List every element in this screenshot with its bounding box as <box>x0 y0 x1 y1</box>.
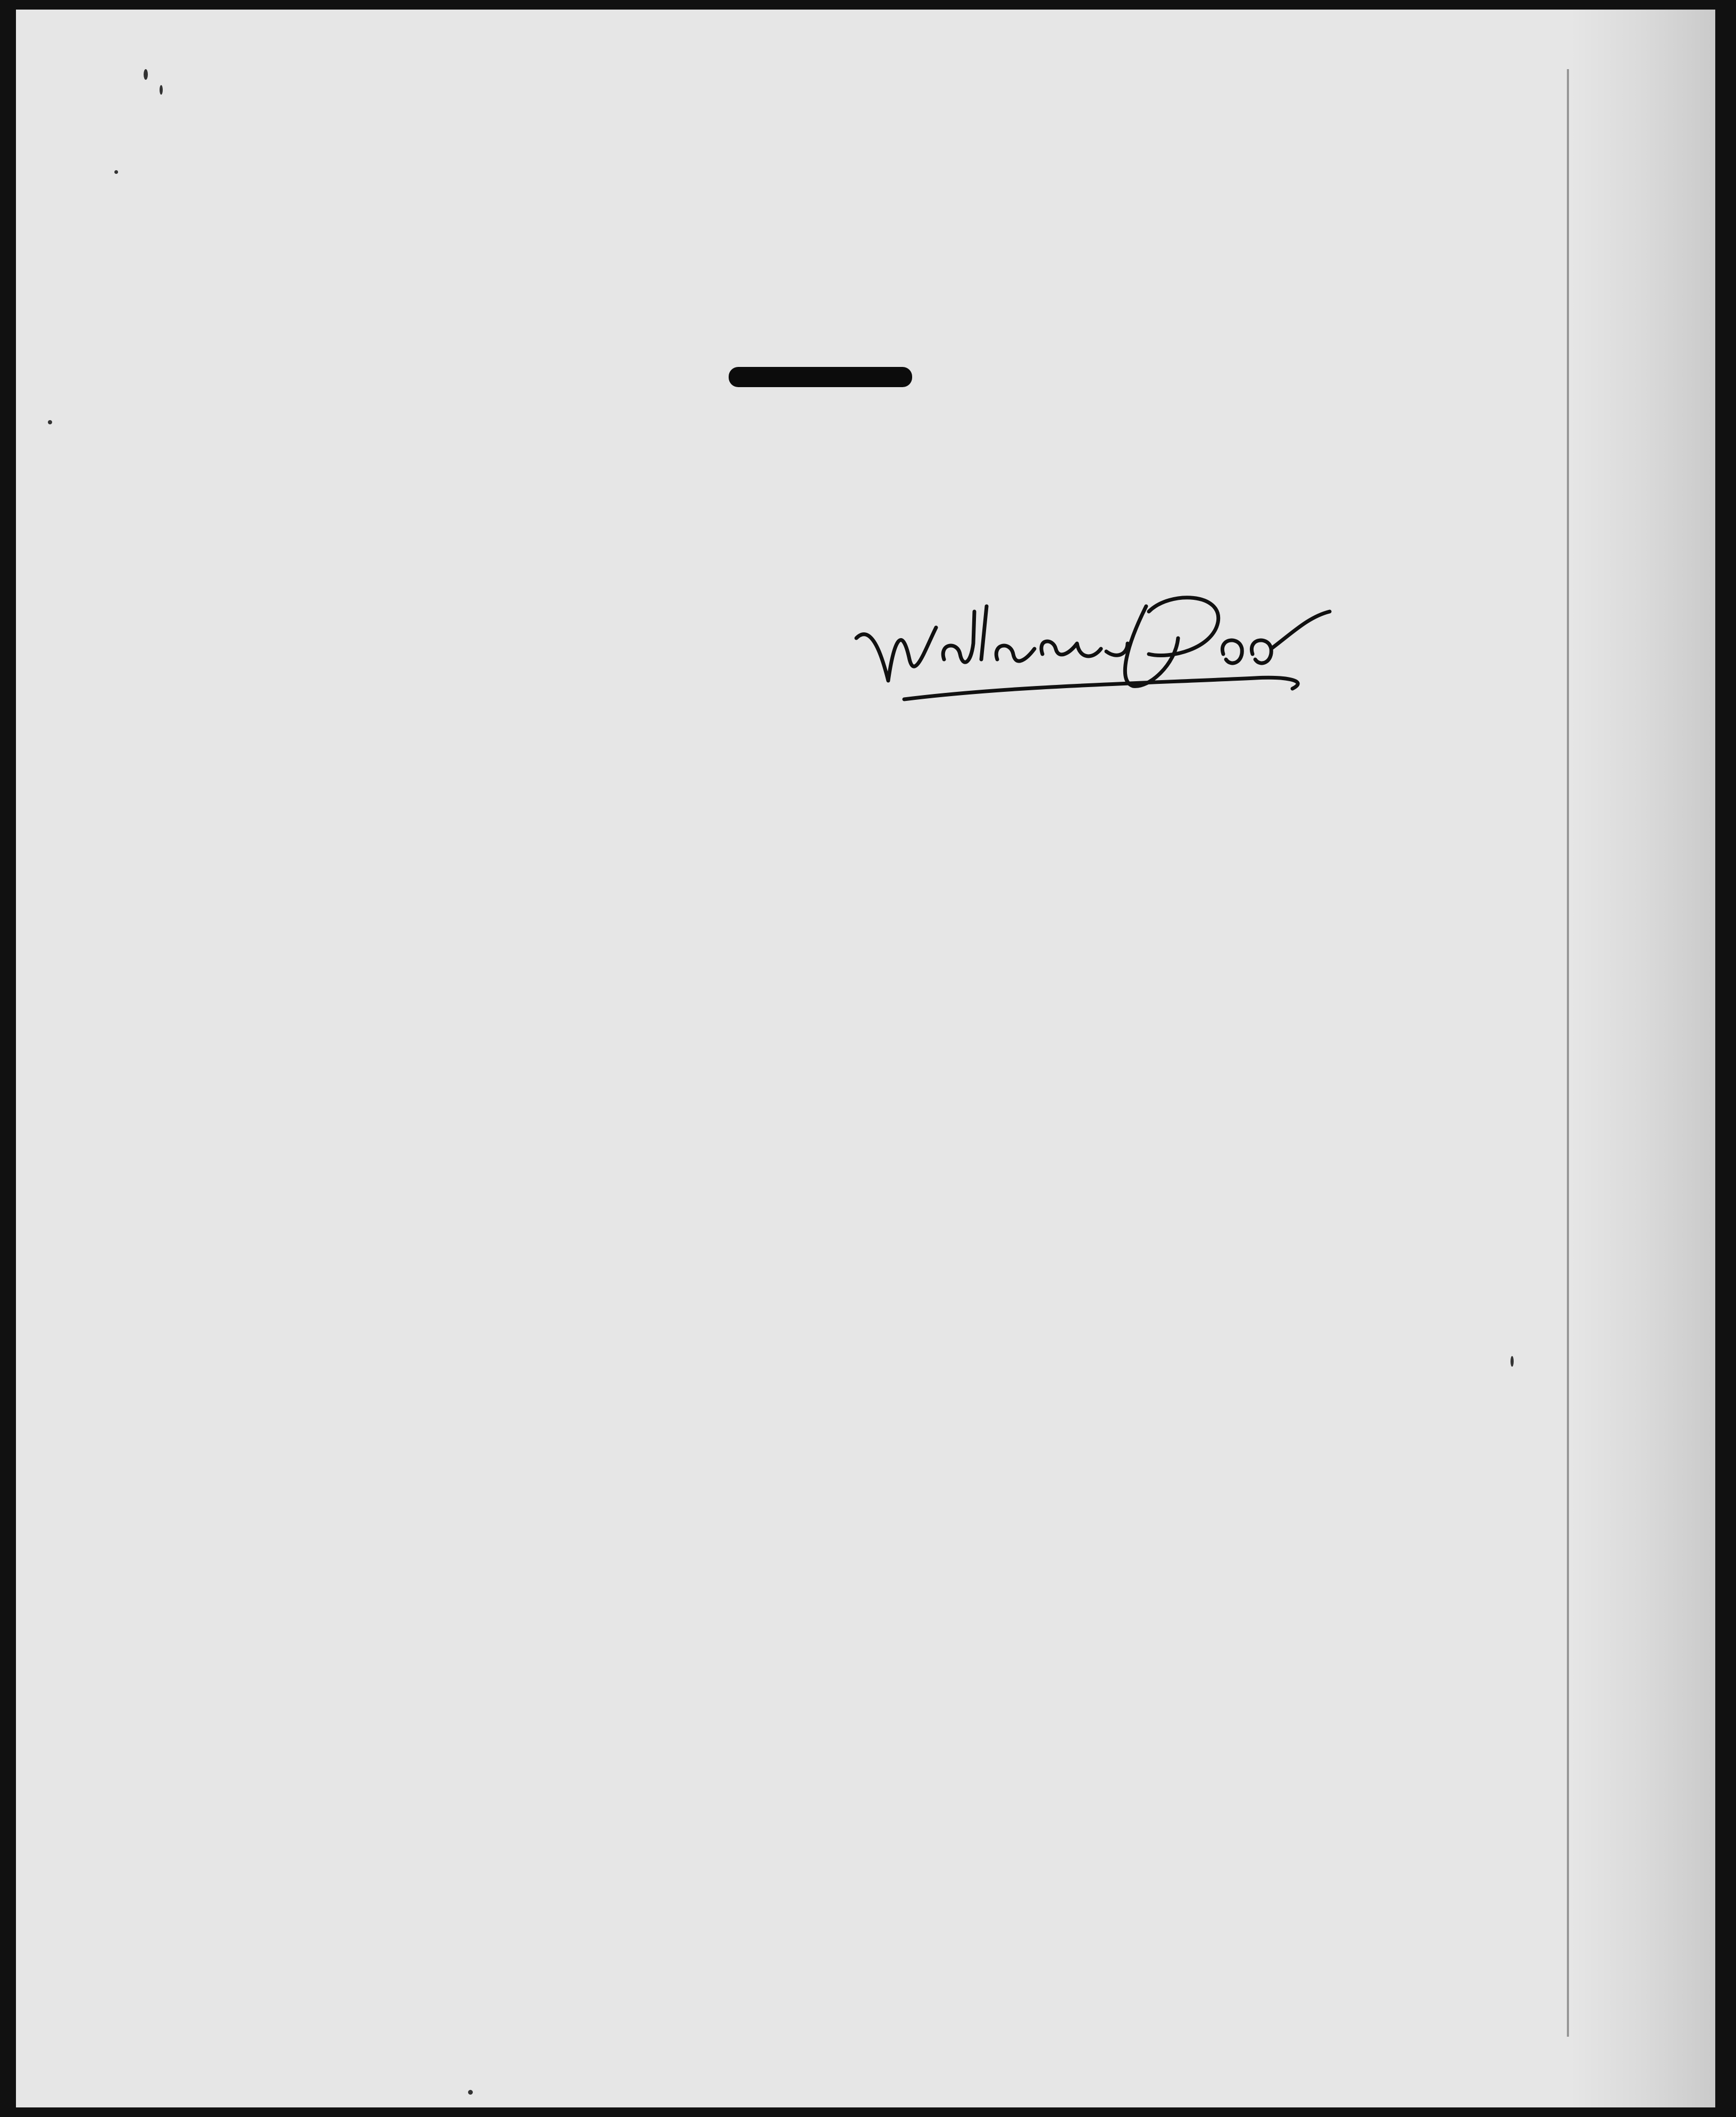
page-fold-line <box>1567 69 1569 2037</box>
scan-speck <box>48 420 52 424</box>
scan-speck <box>144 69 148 80</box>
redaction-mark <box>729 367 912 387</box>
scan-speck <box>468 2090 473 2095</box>
scan-speck <box>160 85 163 95</box>
page-shadow <box>1569 10 1715 2107</box>
scan-speck <box>114 170 118 174</box>
document-page <box>16 10 1715 2107</box>
scan-speck <box>1510 1356 1514 1367</box>
handwritten-signature <box>851 580 1346 718</box>
